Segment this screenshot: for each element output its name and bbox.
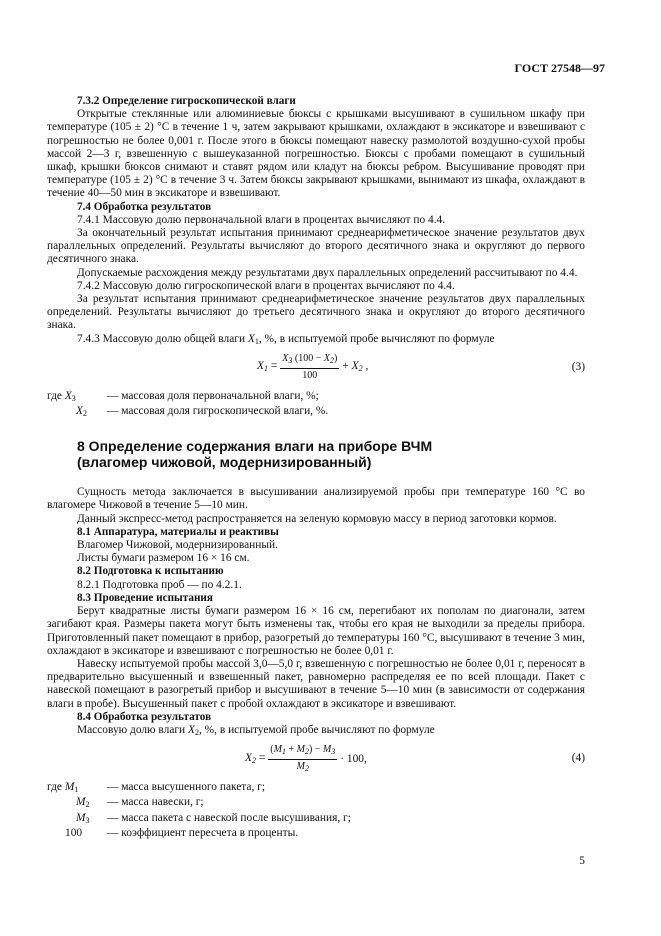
section-8-title: 8 Определение содержания влаги на приборе ВЧМ (влагомер чижовой, модернизированный) — [77, 438, 433, 471]
formula-3-expression: $X_1$ = $\frac{X_3 (100 - X_2)}{100}$ + $X_2$ , — [257, 353, 369, 382]
formula-3 — [47, 352, 585, 384]
para-7-4-2-result: За результат испытания принимают среднеарифметическое значение результатов двух параллельных определений. Результаты вычисляют до третьего десятичного знака и округляют до второго десятичного знака. — [47, 293, 585, 332]
para-7-4-2: 7.4.2 Массовую долю гигроскопической влаги в процентах вычисляют по 4.4. — [77, 279, 455, 292]
formula-4-legend: где $M_1$ — масса высушенного пакета, г; $M_2$ — масса навески, г; $M_3$ — масса пакета с навеской после высушивания, г; 100 — коэффициент пересчета в проценты. — [47, 781, 351, 839]
section-8-intro: Сущность метода заключается в высушивании анализируемой пробы при температуре 160 °С во влагомере Чижовой в течение 5—10 мин. — [47, 486, 585, 512]
section-8-3-title: 8.3 Проведение испытания — [77, 591, 213, 604]
formula-3-number: (3) — [571, 360, 585, 373]
para-7-4-1-result: За окончательный результат испытания принимают среднеарифметическое значение результатов двух параллельных определений. Результаты вычисляют до второго десятичного знака и округляют до первого десятичного знака. — [47, 227, 585, 266]
formula-4-expression: $X_2$ = $\frac{(M_1 + M_2) - M_3}{M_2}$ · 100, — [245, 743, 367, 773]
section-7-3-2-text: Открытые стеклянные или алюминиевые бюксы с крышками высушивают в сушильном шкафу при температуре (105 ± 2) °С в течение 1 ч, затем закрывают крышками, охлаждают в эксикаторе и взвешивают с погрешностью не более 0,001 г. После этого в бюксы помещают навеску размолотой воздушно-сухой пробы массой 2—3 г, взвешенную с вышеуказанной погрешностью. Бюксы с пробами помещают в сушильный шкаф, крышки бюксов снимают и ставят рядом или кладут на бюксы ребром. Высушивание проводят при температуре (105 ± 2) °С в течение 3 ч. Затем бюксы закрывают крышками, вынимают из шкафа, охлаждают в течение 40—50 мин в эксикаторе и взвешивают. — [47, 108, 585, 200]
section-8-2-title: 8.2 Подготовка к испытанию — [77, 565, 224, 578]
section-8-4-title: 8.4 Обработка результатов — [77, 710, 212, 723]
para-8-3-sample: Навеску испытуемой пробы массой 3,0—5,0 г, взвешенную с погрешностью не более 0,01 г, переносят в предварительно высушенный и взвешенный пакет, равномерно распределяя ее по всей площади. Пакет с навеской помещают в разогретый прибор и высушивают в течение 5—10 мин (в зависимости от содержания влаги в пробе). Высушенный пакет с пробой охлаждают в эксикаторе и взвешивают. — [47, 657, 585, 710]
para-8-3-paper: Берут квадратные листы бумаги размером 16 × 16 см, перегибают их пополам по диагонали, затем загибают края. Размеры пакета могут быть изменены так, чтобы его края не выходили за пределы прибора. Приготовленный пакет помещают в прибор, разогретый до температуры 160 °С, высушивают в течение 3 мин, охлаждают в эксикаторе и взвешивают с погрешностью не более 0,01 г. — [47, 605, 585, 657]
formula-4-number: (4) — [571, 752, 585, 765]
formula-4-fraction: $\frac{(M_1 + M_2) - M_3}{M_2}$ — [270, 743, 336, 773]
formula-3-fraction: $\frac{X_3 (100 - X_2)}{100}$ — [282, 353, 338, 382]
section-8-scope: Данный экспресс-метод распространяется на зеленую кормовую массу в период заготовки кормов. — [77, 512, 557, 525]
equipment-item-1: Влагомер Чижовой, модернизированный. — [77, 539, 278, 552]
standard-number: ГОСТ 27548—97 — [514, 61, 605, 75]
page-number: 5 — [579, 854, 585, 867]
formula-3-legend: где $X_3$ — массовая доля первоначальной влаги, %; $X_2$ — массовая доля гигроскопической влаги, %. — [47, 389, 329, 419]
formula-4 — [47, 743, 585, 775]
equipment-item-2: Листы бумаги размером 16 × 16 см. — [77, 552, 250, 565]
section-8-1-title: 8.1 Аппаратура, материалы и реактивы — [77, 525, 279, 538]
section-7-4-title: 7.4 Обработка результатов — [77, 200, 212, 213]
para-7-4-1-tolerance: Допускаемые расхождения между результатами двух параллельных определений рассчитывают по 4.4. — [77, 266, 578, 279]
para-8-4: Массовую долю влаги $X_2$, %, в испытуемой пробе вычисляют по формуле — [77, 723, 435, 737]
para-8-2-1: 8.2.1 Подготовка проб — по 4.2.1. — [77, 578, 242, 591]
document-body — [47, 95, 585, 840]
section-7-3-2-title: 7.3.2 Определение гигроскопической влаги — [77, 95, 296, 107]
para-7-4-3: 7.4.3 Массовую долю общей влаги $X_1$, %, в испытуемой пробе вычисляют по формуле — [77, 332, 495, 346]
para-7-4-1: 7.4.1 Массовую долю первоначальной влаги в процентах вычисляют по 4.4. — [77, 213, 446, 226]
